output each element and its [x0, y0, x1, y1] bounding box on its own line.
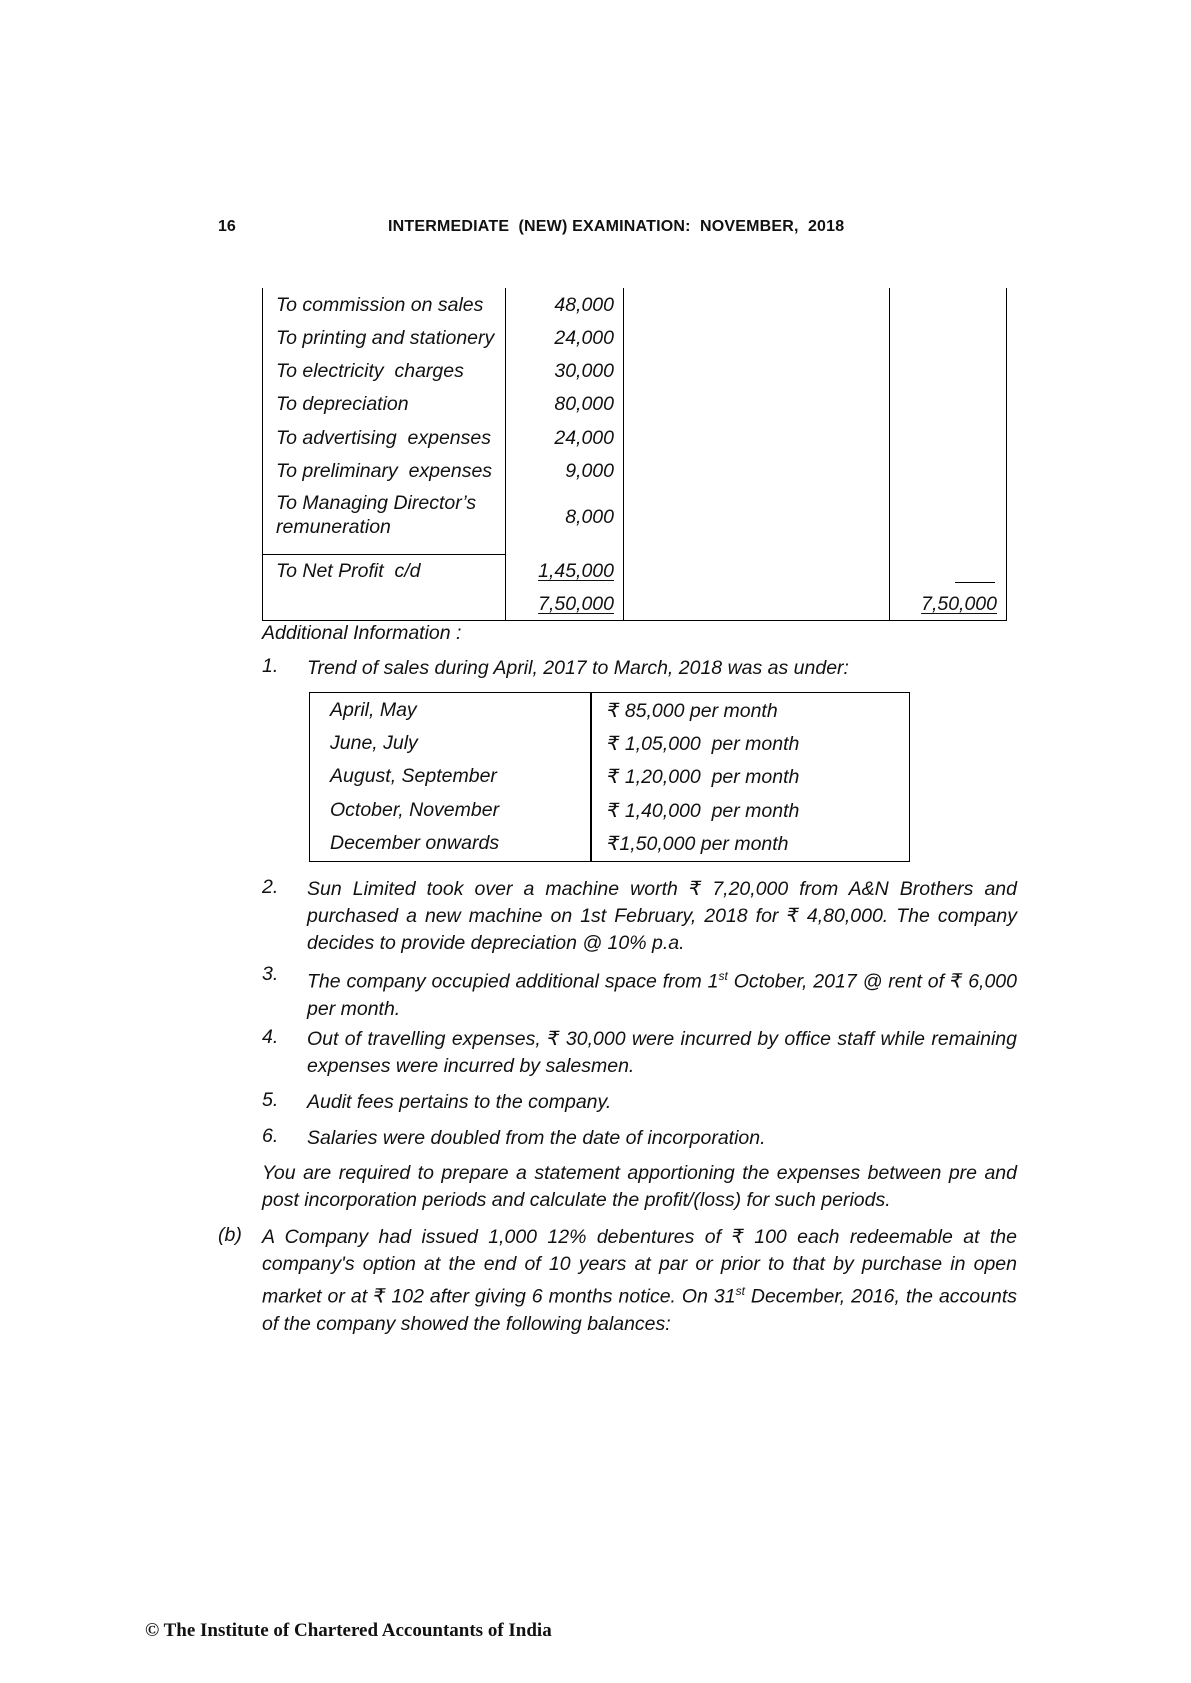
ledger-row: [262, 492, 624, 550]
item-text-part: October, 2017 @ rent of ₹ 6,000 per month.: [307, 970, 1017, 1020]
ledger-label: To advertising expenses: [276, 427, 491, 449]
item-number: 1.: [262, 655, 279, 677]
sales-amount: ₹1,50,000 per month: [607, 833, 789, 855]
ledger-table: [262, 288, 1007, 621]
sales-amount: ₹ 1,05,000 per month: [607, 733, 800, 755]
sales-period: December onwards: [330, 832, 500, 854]
item-text: [307, 963, 1017, 1023]
ledger-amount: 8,000: [565, 506, 614, 528]
item-number: 5.: [262, 1089, 279, 1111]
ledger-label: To Net Profit c/d: [276, 560, 421, 582]
ledger-label: To Managing Director’s: [276, 492, 477, 514]
sales-amount: ₹ 85,000 per month: [607, 700, 778, 722]
item-text: Salaries were doubled from the date of incorporation.: [307, 1127, 766, 1149]
ledger-amount: 24,000: [554, 327, 614, 349]
sales-period: August, September: [330, 765, 497, 787]
table-row: [310, 759, 909, 793]
sales-period: April, May: [330, 699, 417, 721]
item-text: Sun Limited took over a machine worth ₹ 7,20,000 from A&N Brothers and purchased a new machine on 1st February, 2018 for ₹ 4,80,000. The company decides to provide depreciation @ 10% p.a.: [307, 878, 1017, 954]
ledger-amount: 30,000: [554, 360, 614, 382]
ledger-amount: 1,45,000: [538, 560, 614, 582]
superscript: st: [735, 1284, 745, 1298]
ledger-label: To commission on sales: [276, 294, 484, 316]
requirement-text: You are required to prepare a statement apportioning the expenses between pre and post incorporation periods and calculate the profit/(loss) for such periods.: [262, 1162, 1017, 1211]
item-number: 2.: [262, 876, 279, 898]
table-row: [310, 826, 909, 860]
page-title: INTERMEDIATE (NEW) EXAMINATION: NOVEMBER, 2018: [388, 218, 845, 235]
page-header: [0, 218, 1191, 242]
item-text: Audit fees pertains to the company.: [307, 1091, 612, 1113]
table-row: [310, 793, 909, 827]
table-row: [310, 693, 909, 727]
item-text: Trend of sales during April, 2017 to March, 2018 was as under:: [307, 657, 849, 679]
part-label: (b): [218, 1224, 242, 1246]
item-number: 3.: [262, 963, 279, 985]
ledger-label: To depreciation: [276, 393, 409, 415]
part-b-text-part: December, 2016, the accounts of the company showed the following balances:: [262, 1285, 1017, 1335]
part-b-text: [262, 1224, 1017, 1338]
ledger-amount: 80,000: [554, 393, 614, 415]
ledger-amount: 9,000: [565, 460, 614, 482]
right-column-rule: [955, 582, 995, 583]
ledger-label: To electricity charges: [276, 360, 464, 382]
sales-trend-table: [309, 692, 910, 862]
ledger-total-right: 7,50,000: [921, 593, 997, 615]
ledger-label-line2: remuneration: [276, 516, 391, 538]
footer-copyright: © The Institute of Chartered Accountants of India: [145, 1620, 552, 1641]
page-number: 16: [218, 218, 236, 235]
additional-info-heading: Additional Information :: [262, 622, 462, 644]
ledger-amount: 24,000: [554, 427, 614, 449]
sales-amount: ₹ 1,20,000 per month: [607, 766, 800, 788]
table-row: [310, 726, 909, 760]
ledger-total-left: 7,50,000: [538, 593, 614, 615]
item-text-part: The company occupied additional space from 1: [307, 970, 719, 993]
sales-amount: ₹ 1,40,000 per month: [607, 800, 800, 822]
part-b-text-part: A Company had issued 1,000 12% debentures of ₹ 100 each redeemable at the company's option at the end of 10 years at par or prior to that by purchase in open market or at ₹ 102 after giving 6 months notice. On 31: [262, 1226, 1017, 1308]
item-text: Out of travelling expenses, ₹ 30,000 were incurred by office staff while remaining expenses were incurred by salesmen.: [307, 1028, 1017, 1077]
ledger-amount: 48,000: [554, 294, 614, 316]
superscript: st: [718, 969, 728, 983]
ledger-label: To preliminary expenses: [276, 460, 493, 482]
item-number: 6.: [262, 1125, 279, 1147]
sales-period: October, November: [330, 799, 500, 821]
sales-period: June, July: [330, 732, 418, 754]
item-number: 4.: [262, 1026, 279, 1048]
ledger-label: To printing and stationery: [276, 327, 495, 349]
